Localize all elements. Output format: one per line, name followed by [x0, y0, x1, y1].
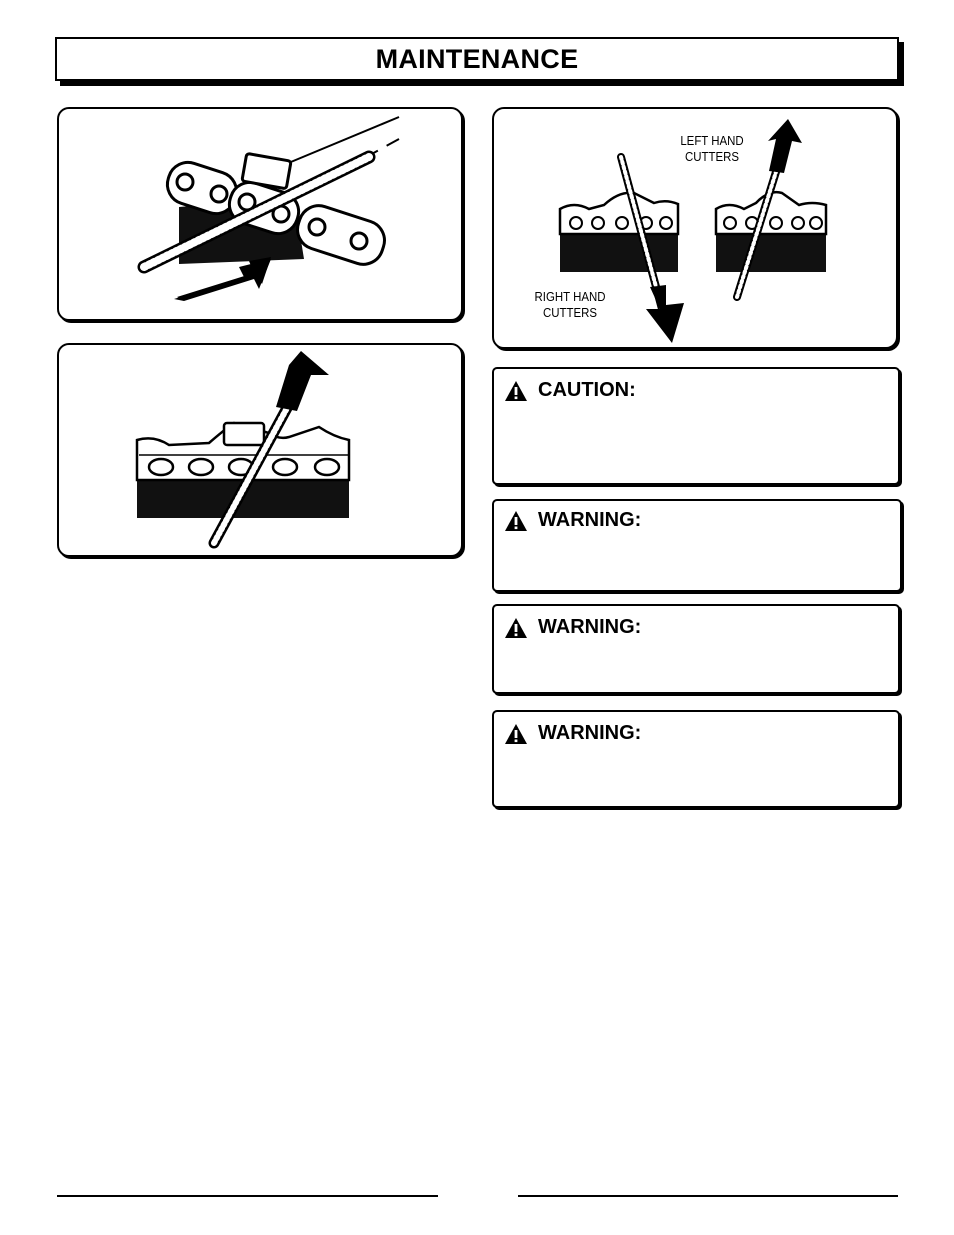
- warning-title-1: WARNING:: [538, 509, 642, 531]
- caution-heading: [504, 379, 636, 402]
- warning-heading-2: [504, 616, 641, 639]
- warning-box-1: [492, 499, 902, 592]
- warning-heading-1: [504, 509, 641, 532]
- warning-triangle-icon: [504, 380, 528, 402]
- left-label-line2: CUTTERS: [684, 149, 740, 164]
- section-header: [55, 37, 899, 81]
- warning-triangle-icon: [504, 723, 528, 745]
- file-stroke-illustration: [59, 345, 461, 555]
- warning-heading-3: [504, 722, 641, 745]
- right-label-line2: CUTTERS: [542, 305, 598, 320]
- left-label-line1: LEFT HAND: [680, 133, 744, 148]
- caution-box: [492, 367, 900, 485]
- footer-rule-right: [518, 1195, 898, 1197]
- figure-cutters: [492, 107, 898, 349]
- right-hand-cutters-label: [526, 289, 614, 321]
- warning-box-2: [492, 604, 900, 694]
- caution-title: CAUTION:: [538, 379, 636, 401]
- right-label-line1: RIGHT HAND: [534, 289, 606, 304]
- figure-file-angle: [57, 107, 463, 321]
- warning-triangle-icon: [504, 617, 528, 639]
- warning-title-3: WARNING:: [538, 722, 642, 744]
- file-angle-illustration: [59, 109, 461, 319]
- figure-file-stroke: [57, 343, 463, 557]
- warning-title-2: WARNING:: [538, 616, 642, 638]
- footer-rule-left: [57, 1195, 438, 1197]
- page-title: MAINTENANCE: [375, 43, 579, 74]
- left-hand-cutters-label: [668, 133, 756, 165]
- warning-box-3: [492, 710, 900, 808]
- warning-triangle-icon: [504, 510, 528, 532]
